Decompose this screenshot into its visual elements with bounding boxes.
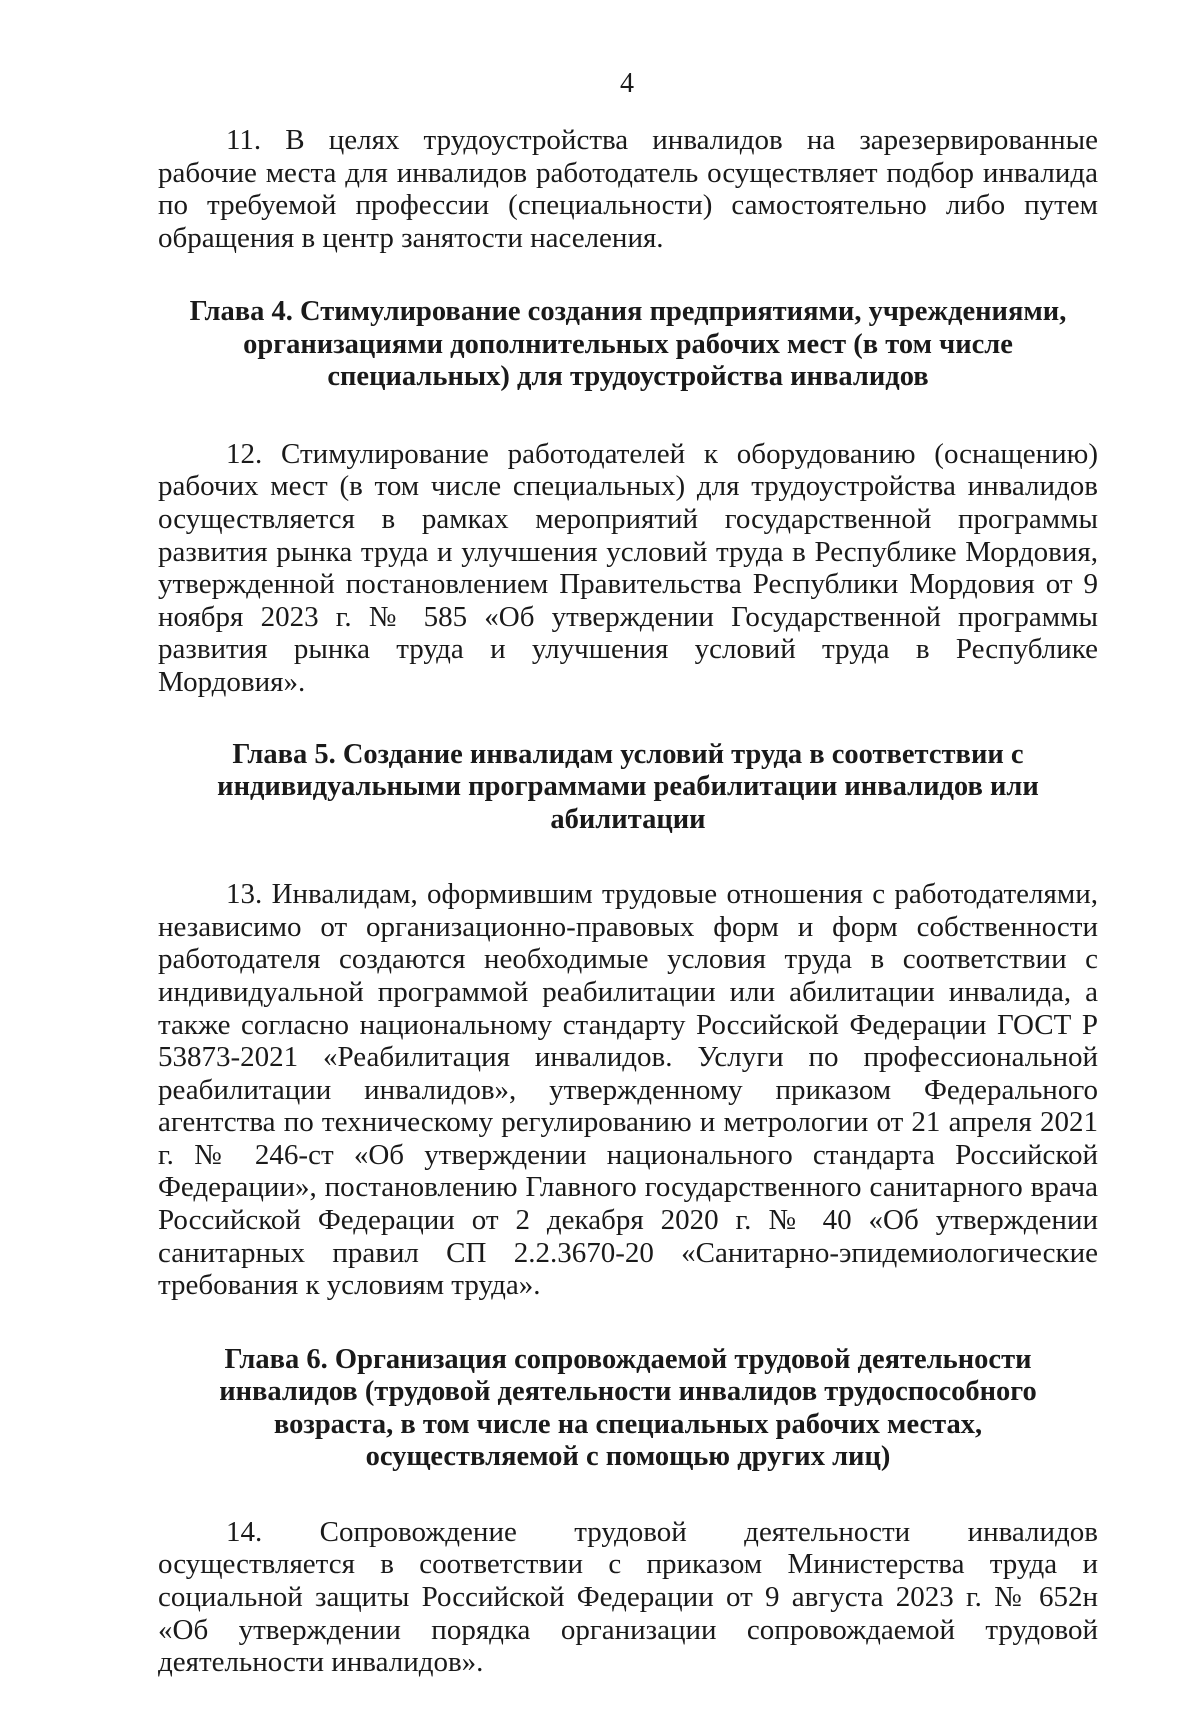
paragraph-11: 11. В целях трудоустройства инвалидов на зарезервированные рабочие места для инвалидов работодатель осуществляет подбор инвалида по требуемой профессии (специальности) самостоятельно либо путем обращения в центр занятости населения. <box>158 124 1098 254</box>
paragraph-12: 12. Стимулирование работодателей к оборудованию (оснащению) рабочих мест (в том числе специальных) для трудоустройства инвалидов осуществляется в рамках мероприятий государственной программы развития рынка труда и улучшения условий труда в Республике Мордовия, утвержденной постановлением Правительства Республики Мордовия от 9 ноября 2023 г. № 585 «Об утверждении Государственной программы развития рынка труда и улучшения условий труда в Республике Мордовия». <box>158 437 1098 699</box>
chapter-6-heading: Глава 6. Организация сопровождаемой трудовой деятельности инвалидов (трудовой деятельности инвалидов трудоспособного возраста, в том числе на специальных рабочих местах, осуществляемой с помощью других лиц) <box>219 1343 1037 1473</box>
paragraph-14: 14. Сопровождение трудовой деятельности инвалидов осуществляется в соответствии с приказом Министерства труда и социальной защиты Российской Федерации от 9 августа 2023 г. № 652н «Об утверждении порядка организации сопровождаемой трудовой деятельности инвалидов». <box>158 1515 1098 1679</box>
chapter-4-heading: Глава 4. Стимулирование создания предприятиями, учреждениями, организациями дополнительных рабочих мест (в том числе специальных) для трудоустройства инвалидов <box>189 296 1067 393</box>
chapter-5-heading: Глава 5. Создание инвалидам условий труда в соответствии с индивидуальными программами реабилитации инвалидов или абилитации <box>217 738 1039 835</box>
document-body <box>158 124 1098 1679</box>
paragraph-13: 13. Инвалидам, оформившим трудовые отношения с работодателями, независимо от организационно-правовых форм и форм собственности работодателя создаются необходимые условия труда в соответствии с индивидуальной программой реабилитации или абилитации инвалида, а также согласно национальному стандарту Российской Федерации ГОСТ Р 53873-2021 «Реабилитация инвалидов. Услуги по профессиональной реабилитации инвалидов», утвержденному приказом Федерального агентства по техническому регулированию и метрологии от 21 апреля 2021 г. № 246-ст «Об утверждении национального стандарта Российской Федерации», постановлению Главного государственного санитарного врача Российской Федерации от 2 декабря 2020 г. № 40 «Об утверждении санитарных правил СП 2.2.3670-20 «Санитарно-эпидемиологические требования к условиям труда». <box>158 878 1098 1302</box>
page-number: 4 <box>620 68 634 99</box>
